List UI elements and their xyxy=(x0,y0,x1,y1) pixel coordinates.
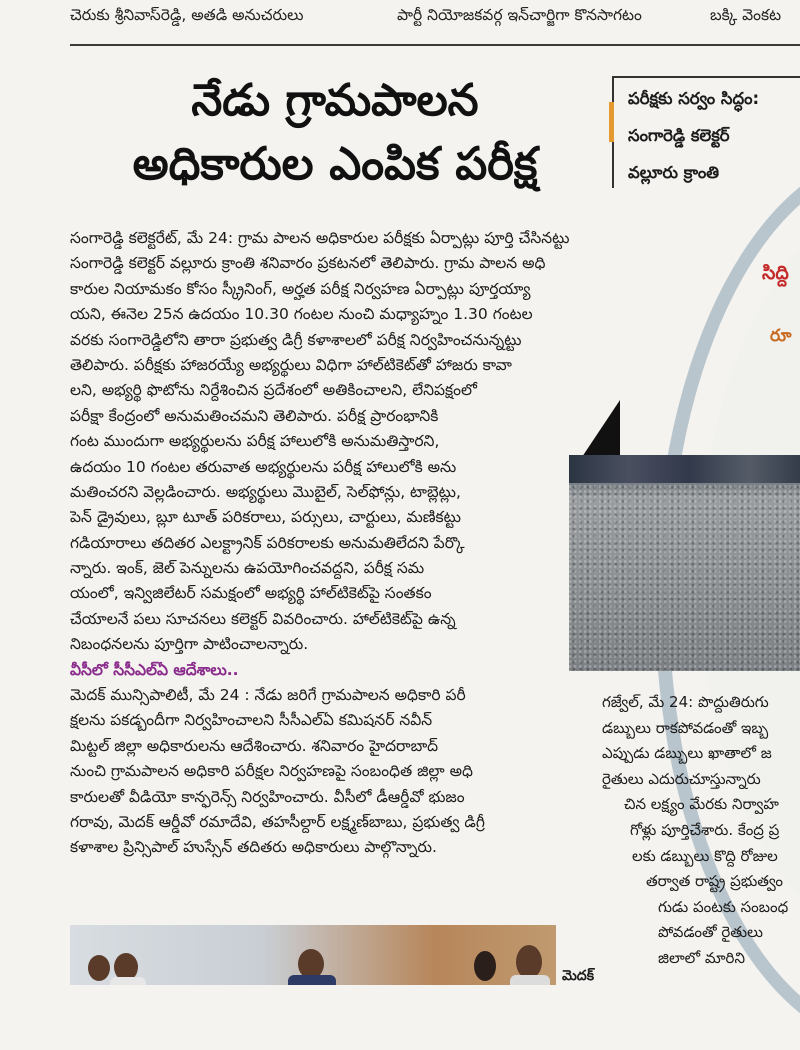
article-line: న్నారు. ఇంక్‌, జెల్‌ పెన్నులను ఉపయోగించవద్దని, పరీక్ష సమ xyxy=(70,559,425,578)
article-line: పెన్‌ డ్రైవులు, బ్లూ టూత్‌ పరికరాలు, పర్సులు, చార్టులు, మణికట్టు xyxy=(70,508,461,527)
right-line: గుడు పంటకు సంబంధ xyxy=(658,897,789,916)
article-line: మతించరని వెల్లడించారు. అభ్యర్థులు మొబైల్‌, సెల్‌ఫోన్లు, టాబ్లెట్లు, xyxy=(70,482,461,501)
neighbor-dark-fragment: రూ xyxy=(770,326,792,346)
right-line: పోవడంతో రైతులు xyxy=(658,923,763,942)
person-shirt xyxy=(110,977,146,985)
article-line: సంగారెడ్డి కలెక్టరేట్‌, మే 24: గ్రామ పాలన అధికారుల పరీక్షకు ఏర్పాట్లు పూర్తి చేసినట్టు xyxy=(70,229,570,247)
person-head xyxy=(516,945,542,979)
article-line: కారుల నియామకం కోసం స్క్రీనింగ్‌, అర్హత పరీక్ష నిర్వహణ ఏర్పాట్లు పూర్తయ్యా xyxy=(70,279,531,298)
person-head xyxy=(474,951,496,981)
top-strip xyxy=(0,0,800,30)
article-line: సంగారెడ్డి కలెక్టర్‌ వల్లూరు క్రాంతి శనివారం ప్రకటనలో తెలిపారు. గ్రామ పాలన అధి xyxy=(70,254,546,273)
headline xyxy=(70,72,600,198)
article-line: పరీక్షా కేంద్రంలో అనుమతించమని తెలిపారు. పరీక్ష ప్రారంభానికి xyxy=(70,406,439,425)
right-column-article xyxy=(602,690,800,972)
article-line: చేయాలనే పలు సూచనలు కలెక్టర్‌ వివరించారు. హాల్‌టికెట్‌పై ఉన్న xyxy=(70,609,456,628)
top-divider xyxy=(70,44,800,46)
side-line-1: పరీక్షకు సర్వం సిద్ధం: xyxy=(628,89,760,108)
right-line: జిలాలో మారిని xyxy=(658,948,745,967)
article-line: వరకు సంగారెడ్డిలోని తారా ప్రభుత్వ డిగ్రీ కళాశాలలో పరీక్ష నిర్వహించనున్నట్టు xyxy=(70,330,522,349)
person-shirt xyxy=(510,975,550,985)
article-line-2: క్షలను పకడ్బందీగా నిర్వహించాలని సీసీఎల్‌ఏ కమిషనర్‌ నవీన్‌ xyxy=(70,711,433,730)
article-line: లని, అభ్యర్థి ఫొటోను నిర్దేశించిన ప్రదేశంలో అతికించాలని, లేనిపక్షంలో xyxy=(70,381,477,400)
article-line: గంట ముందుగా అభ్యర్థులను పరీక్ష హాలులోకి అనుమతిస్తారని, xyxy=(70,432,440,451)
headline-line-2: అధికారుల ఎంపిక పరీక్ష xyxy=(132,137,538,190)
article-line-2: కళాశాల ప్రిన్సిపాల్‌ హుస్సేన్‌ తదితరు అధికారులు పాల్గొన్నారు. xyxy=(70,838,437,857)
article-line: గడియారాలు తదితర ఎలక్ట్రానిక్‌ పరికరాలకు అనుమతిలేదని పేర్కొ xyxy=(70,533,465,552)
neighbor-red-fragment: సిద్ది xyxy=(762,262,789,284)
article-line-2: నుంచి గ్రామపాలన అధికారి పరీక్షల నిర్వహణపై సంబంధిత జిల్లా అధి xyxy=(70,762,473,781)
side-box-text xyxy=(628,80,759,191)
right-line: తర్వాత రాష్ట్ర ప్రభుత్వం xyxy=(646,872,784,891)
top-strip-text-1: చెరుకు శ్రీనివాస్‌రెడ్డి, అతడి అనుచరులు xyxy=(70,6,304,24)
side-line-3: వల్లూరు క్రాంతి xyxy=(628,163,720,182)
photo-caption-fragment: మెదక్‌ xyxy=(562,968,595,984)
person-head xyxy=(88,955,110,981)
right-line: రైతులు ఎదురుచూస్తున్నారు xyxy=(602,769,761,788)
article-line: ఉదయం 10 గంటల తరువాత అభ్యర్థులను పరీక్ష హాలులోకి అను xyxy=(70,457,457,476)
article-line-2: కారులతో వీడియో కాన్ఫరెన్స్‌ నిర్వహించారు. వీసీలో డీఆర్డీవో భుజం xyxy=(70,787,465,806)
right-line: చిన లక్ష్యం మేరకు నిర్వాహ xyxy=(624,795,779,814)
article-body xyxy=(70,226,662,861)
meeting-photo xyxy=(70,925,556,985)
right-line: ఎప్పుడు డబ్బులు ఖాతాలో జ xyxy=(602,744,772,763)
side-line-2: సంగారెడ్డి కలెక్టర్‌ xyxy=(628,126,730,145)
article-line: యంలో, ఇన్విజిలేటర్‌ సమక్షంలో అభ్యర్థి హాల్‌టికెట్‌పై సంతకం xyxy=(70,584,432,603)
article-line: నిబంధనలను పూర్తిగా పాటించాలన్నారు. xyxy=(70,635,309,654)
article-subhead: వీసీలో సీసీఎల్‌ఏ ఆదేశాలు.. xyxy=(70,660,239,679)
article-line-2: మిట్టల్‌ జిల్లా అధికారులను ఆదేశించారు. శనివారం హైదరాబాద్‌ xyxy=(70,736,439,755)
article-line: తెలిపారు. పరీక్షకు హాజరయ్యే అభ్యర్థులు విధిగా హాల్‌టికెట్‌తో హాజరు కావా xyxy=(70,355,512,374)
person-shirt xyxy=(288,975,336,985)
right-line: గజ్వేల్‌, మే 24: పొద్దుతిరుగు xyxy=(602,693,769,711)
article-line-2: మెదక్‌ మున్సిపాలిటీ, మే 24 : నేడు జరిగే గ్రామపాలన అధికారి పరీ xyxy=(70,686,466,705)
top-strip-text-3: బక్కి వెంకట xyxy=(710,6,782,24)
right-line: లకు డబ్బులు కొద్ది రోజుల xyxy=(632,846,778,865)
headline-line-1: నేడు గ్రామపాలన xyxy=(191,75,479,126)
side-accent xyxy=(609,102,614,142)
article-line: యని, ఈనెల 25న ఉదయం 10.30 గంటల నుంచి మధ్యాహ్నం 1.30 గంటల xyxy=(70,305,533,324)
article-line-2: గరావు, మెదక్‌ ఆర్డీవో రమాదేవి, తహసీల్దార్‌ లక్ష్మణ్‌బాబు, ప్రభుత్వ డిగ్రీ xyxy=(70,812,485,831)
top-strip-text-2: పార్టీ నియోజకవర్గ ఇన్‌చార్జిగా కొనసాగటం xyxy=(397,6,642,24)
right-line: గోళ్లు పూర్తిచేశారు. కేంద్ర ప్ర xyxy=(630,820,780,839)
right-line: డబ్బులు రాకపోవడంతో ఇబ్బ xyxy=(602,718,769,737)
